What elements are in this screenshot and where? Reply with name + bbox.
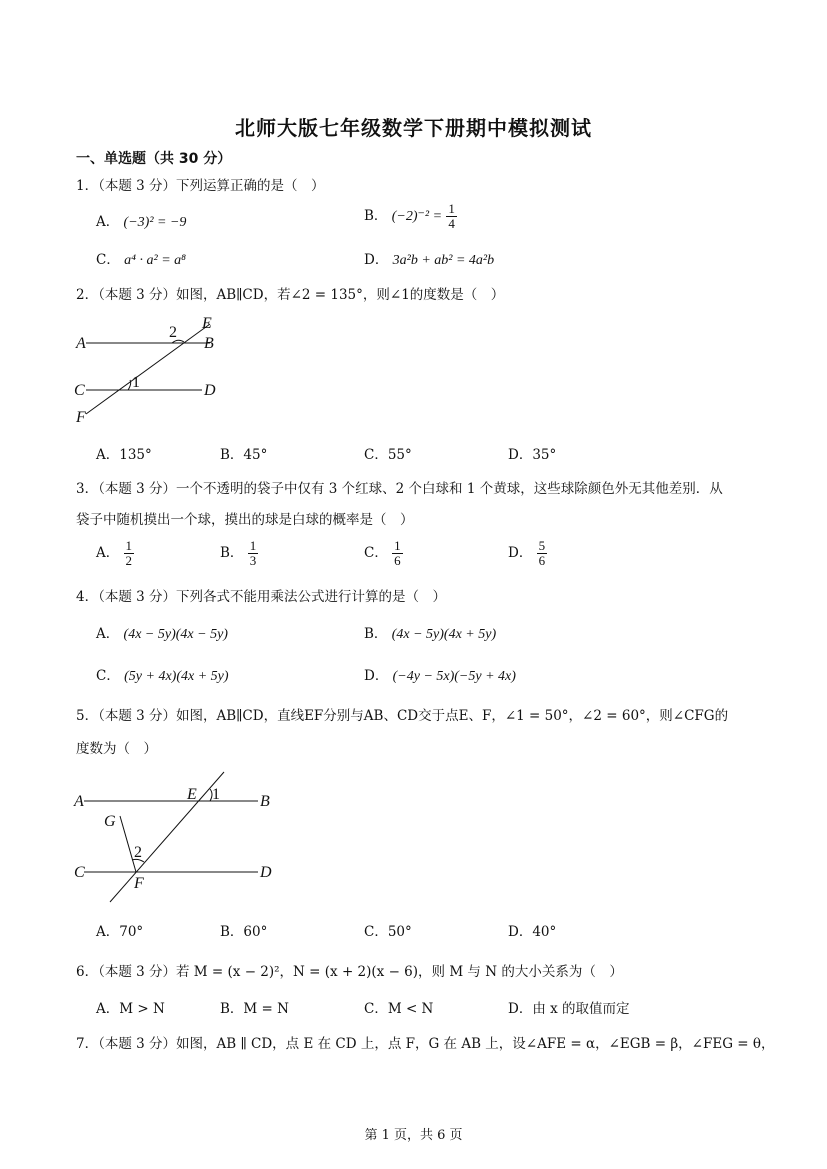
q2-label-c: C	[74, 382, 85, 399]
q2-line-ef	[86, 324, 210, 414]
q5-label-angle-1: 1	[212, 786, 220, 803]
q2-option-b: B．45°	[220, 447, 268, 463]
q4-option-a: A． (4x − 5y)(4x − 5y)	[96, 626, 228, 642]
q5-label-a: A	[74, 793, 84, 810]
q1-option-b: B． (−2)⁻² = $\frac{1}{4}$	[364, 201, 455, 231]
q2-figure	[72, 312, 232, 428]
question-2-stem: 2．（本题 3 分）如图，AB∥CD，若∠2 = 135°，则∠1的度数是（ ）	[76, 287, 505, 303]
q6-option-b: B．M = N	[220, 1001, 289, 1017]
q5-label-d: D	[260, 864, 272, 881]
q1-option-a: A． (−3)² = −9	[96, 214, 187, 230]
q4-option-c: C． (5y + 4x)(4x + 5y)	[96, 668, 229, 684]
question-7-stem: 7．（本题 3 分）如图，AB ∥ CD，点 E 在 CD 上，点 F，G 在 AB 上，设∠AFE = α，∠EGB = β，∠FEG = θ，	[76, 1036, 775, 1052]
q4-option-b: B． (4x − 5y)(4x + 5y)	[364, 626, 497, 642]
q5-label-e: E	[187, 786, 197, 803]
q5-option-b: B．60°	[220, 924, 268, 940]
q2-label-angle-2: 2	[169, 324, 177, 341]
q6-option-d: D．由 x 的取值而定	[508, 1001, 630, 1017]
q5-label-c: C	[74, 864, 85, 881]
q2-option-d: D．35°	[508, 447, 557, 463]
q2-angle-1-arc	[128, 380, 131, 390]
q5-label-f: F	[134, 875, 144, 892]
q2-label-e: E	[202, 315, 212, 332]
question-5-stem-line-1: 5．（本题 3 分）如图，AB∥CD，直线EF分别与AB、CD交于点E、F，∠1 = 50°，∠2 = 60°，则∠CFG的	[76, 708, 729, 724]
section-heading: 一、单选题（共 30 分）	[76, 151, 232, 167]
question-3-stem-line-1: 3．（本题 3 分）一个不透明的袋子中仅有 3 个红球、2 个白球和 1 个黄球，这些球除颜色外无其他差别．从	[76, 481, 723, 497]
question-4-stem: 4．（本题 3 分）下列各式不能用乘法公式进行计算的是（ ）	[76, 589, 447, 605]
q4-option-d: D． (−4y − 5x)(−5y + 4x)	[364, 668, 516, 684]
q2-label-angle-1: 1	[132, 374, 140, 391]
q3-option-b: B． $\frac{1}{3}$	[220, 538, 257, 568]
q3-option-d: D． $\frac{5}{6}$	[508, 538, 546, 568]
question-1-stem: 1．（本题 3 分）下列运算正确的是（ ）	[76, 178, 325, 194]
question-3-stem-line-2: 袋子中随机摸出一个球，摸出的球是白球的概率是（ ）	[76, 512, 414, 528]
q2-label-a: A	[76, 335, 86, 352]
q5-option-d: D．40°	[508, 924, 557, 940]
q1-b-fraction: $\frac{1}{4}$	[448, 201, 455, 231]
q1-option-c: C． a⁴ · a² = a⁸	[96, 252, 187, 268]
q6-option-a: A．M > N	[96, 1001, 165, 1017]
q3-option-a: A． $\frac{1}{2}$	[96, 538, 133, 568]
q5-label-b: B	[260, 793, 270, 810]
question-5-stem-line-2: 度数为（ ）	[76, 741, 157, 757]
question-6-stem: 6．（本题 3 分）若 M = (x − 2)²，N = (x + 2)(x − 6)，则 M 与 N 的大小关系为（ ）	[76, 964, 623, 980]
q3-option-c: C． $\frac{1}{6}$	[364, 538, 401, 568]
q2-label-f: F	[76, 409, 86, 426]
q1-option-d: D． 3a²b + ab² = 4a²b	[364, 252, 495, 268]
q2-label-b: B	[204, 335, 214, 352]
q2-label-d: D	[204, 382, 216, 399]
q5-label-angle-2: 2	[134, 844, 142, 861]
q5-line-ef	[110, 772, 224, 902]
q5-figure	[70, 768, 290, 906]
q2-option-a: A．135°	[96, 447, 152, 463]
q5-label-g: G	[104, 813, 116, 830]
page-title: 北师大版七年级数学下册期中模拟测试	[235, 116, 592, 140]
q5-option-a: A．70°	[96, 924, 144, 940]
q2-option-c: C．55°	[364, 447, 412, 463]
q6-option-c: C．M < N	[364, 1001, 434, 1017]
q5-option-c: C．50°	[364, 924, 412, 940]
page-footer: 第 1 页，共 6 页	[364, 1128, 463, 1143]
